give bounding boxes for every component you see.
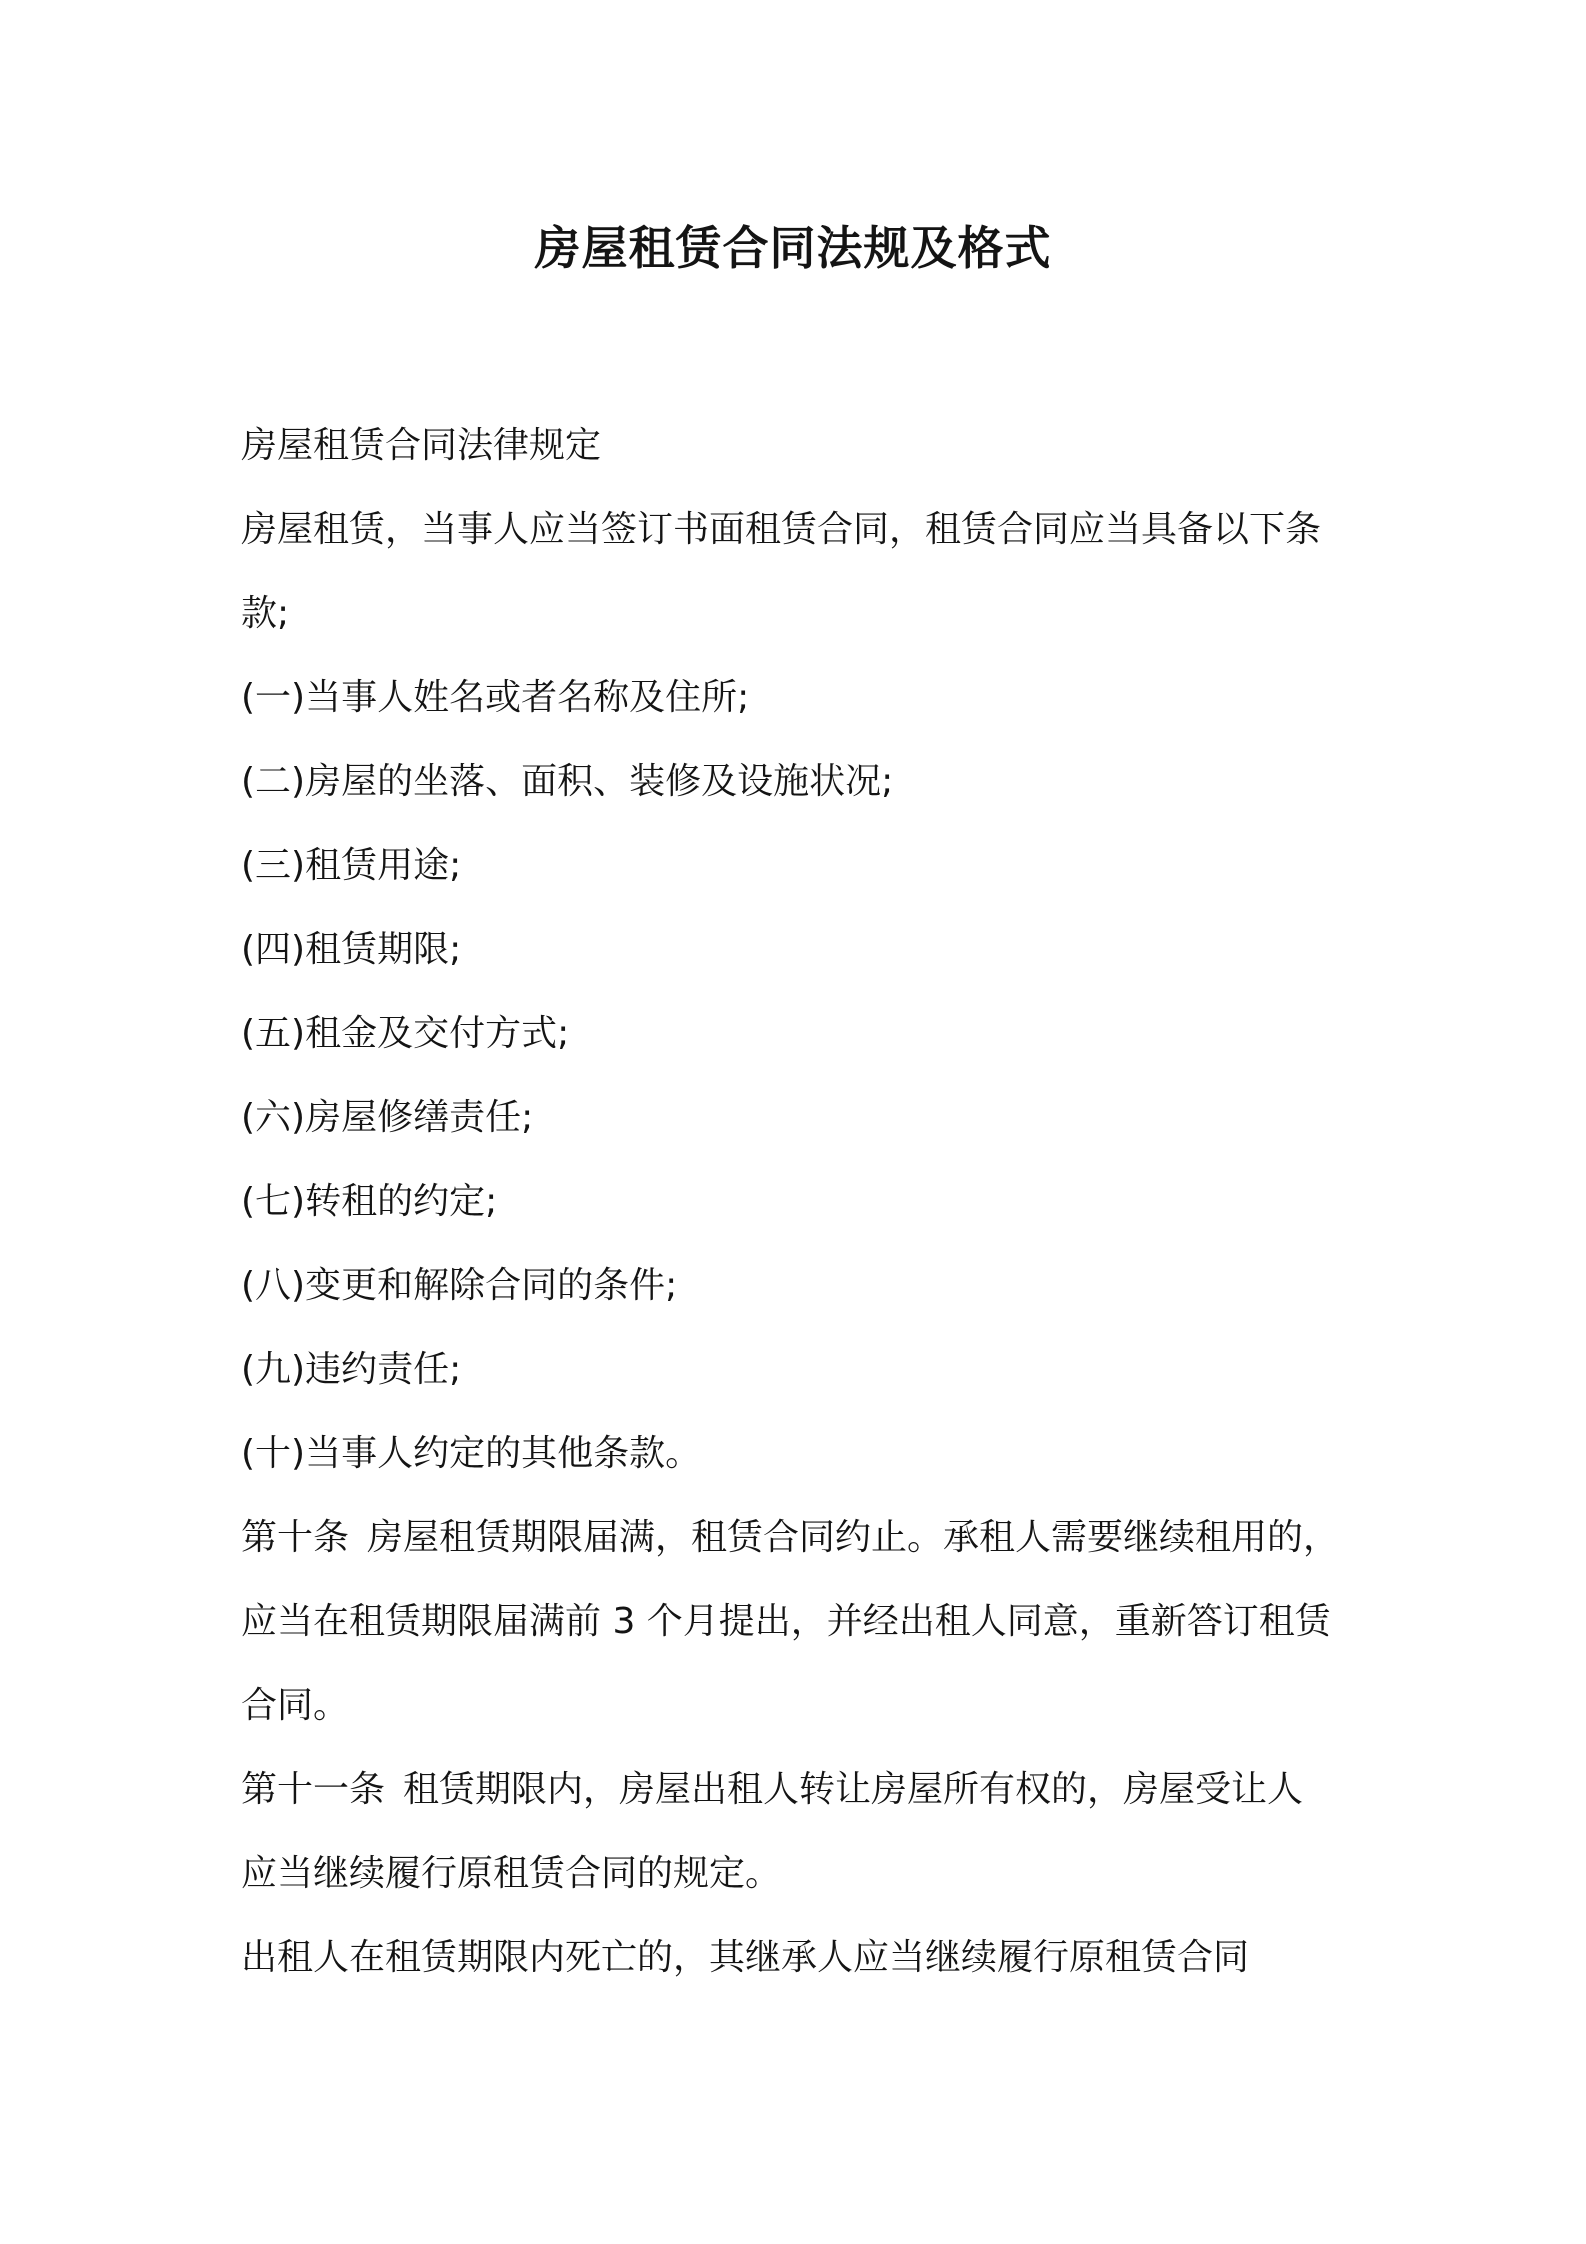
clause-2: (二)房屋的坐落、面积、装修及设施状况; [241, 761, 894, 802]
article-10-line-3: 合同。 [241, 1685, 350, 1726]
article-10-text-1: 房屋租赁期限届满，租赁合同约止。承租人需要继续租用的， [367, 1517, 1340, 1558]
article-11-label: 第十一条 [241, 1769, 386, 1810]
clause-8: (八)变更和解除合同的条件; [241, 1265, 678, 1306]
article-10-line-1 [241, 1496, 1361, 1580]
clause-5: (五)租金及交付方式; [241, 1013, 570, 1054]
intro-line-1: 房屋租赁，当事人应当签订书面租赁合同，租赁合同应当具备以下条 [241, 509, 1322, 550]
document-body [241, 404, 1361, 2000]
clause-7: (七)转租的约定; [241, 1181, 498, 1222]
article-11-line-1 [241, 1748, 1361, 1832]
section-heading: 房屋租赁合同法律规定 [241, 425, 602, 466]
clause-6: (六)房屋修缮责任; [241, 1097, 534, 1138]
intro-line-2: 款; [241, 593, 290, 634]
article-10-line-2: 应当在租赁期限届满前 3 个月提出，并经出租人同意，重新答订租赁 [241, 1601, 1331, 1642]
document-title: 房屋租赁合同法规及格式 [534, 221, 1052, 275]
article-10-label: 第十条 [241, 1517, 350, 1558]
clause-10: (十)当事人约定的其他条款。 [241, 1433, 702, 1474]
clause-9: (九)违约责任; [241, 1349, 462, 1390]
clause-1: (一)当事人姓名或者名称及住所; [241, 677, 750, 718]
inheritance-line: 出租人在租赁期限内死亡的，其继承人应当继续履行原租赁合同 [241, 1937, 1250, 1978]
clause-4: (四)租赁期限; [241, 929, 462, 970]
article-11-text-1: 租赁期限内，房屋出租人转让房屋所有权的，房屋受让人 [403, 1769, 1304, 1810]
clause-3: (三)租赁用途; [241, 845, 462, 886]
article-11-line-2: 应当继续履行原租赁合同的规定。 [241, 1853, 782, 1894]
